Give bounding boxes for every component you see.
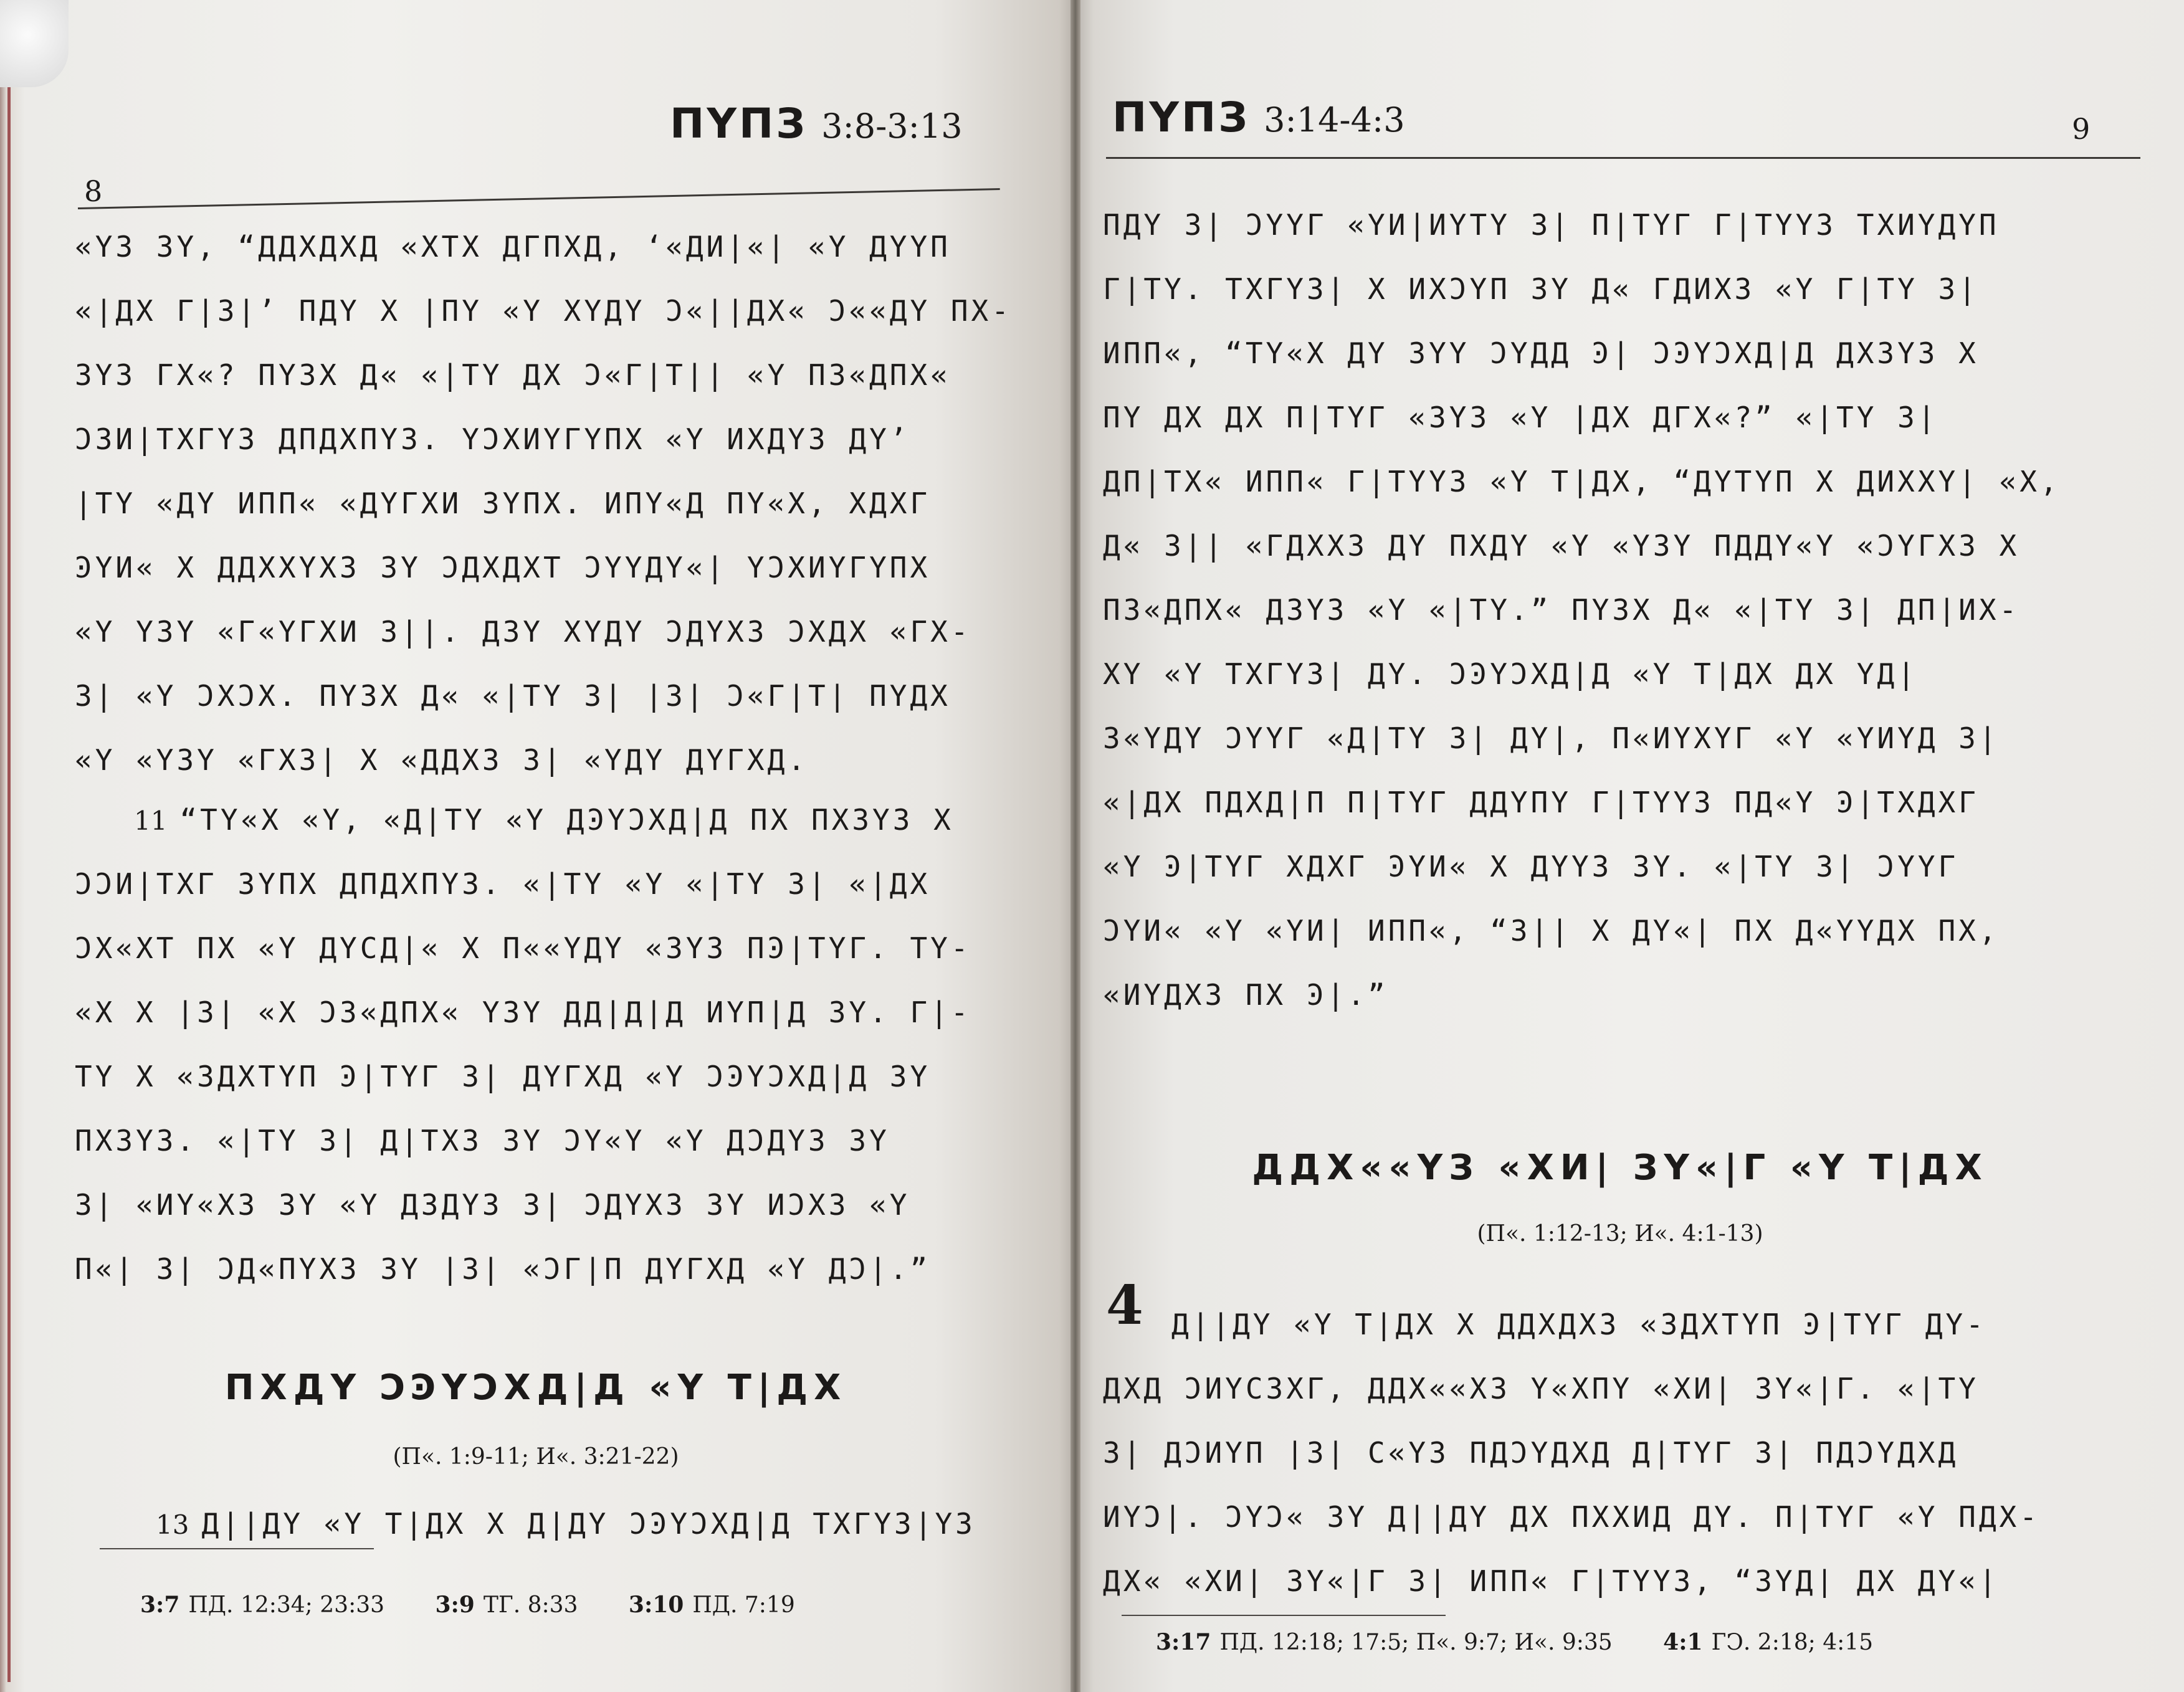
text-line: З| «Ү ϽХϽХ. ПҮЗХ Д« «|ТҮ З| |З| Ͻ«Г|Т| ПҮДХ [75, 679, 951, 713]
text-line: З| ДϽИҮП |З| С«ҮЗ ПДϽҮДХД Д|ТҮГ З| ПДϽҮДХД [1103, 1436, 1959, 1470]
right-chapter-4-first-line [1171, 1293, 1986, 1357]
text-line: ϿҮИ« Х ДДХХҮХЗ ЗҮ ϽДХДХТ ϽҮҮДҮ«| ҮϽХИҮГҮПХ [75, 551, 931, 584]
section-cross-reference: (П«. 1:12-13; И«. 4:1-13) [1477, 1221, 1763, 1247]
verse-number: 11 [134, 806, 168, 836]
text-line: «ҮЗ ЗҮ, “ДДХДХД «ХТХ ДГПХД, ‘«ДИ|«| «Ү ДҮҮП [75, 230, 951, 264]
footnote [629, 1592, 795, 1618]
text-line: ИПП«, “ТҮ«Х ДҮ ЗҮҮ ϽҮДД Ͽ| ϽϿҮϽХД|Д ДХЗҮЗ Х [1103, 336, 1979, 370]
page-red-edge [7, 87, 11, 1682]
text-line: ПҮ ДХ ДХ П|ТҮГ «ЗҮЗ «Ү |ДХ ДГХ«?” «|ТҮ З| [1103, 401, 1938, 434]
text-line: Д||ДҮ «Ү Т|ДХ Х ДДХДХЗ «ЗДХТҮП Ͽ|ТҮГ ДҮ- [1171, 1308, 1986, 1341]
footnote-ref: 4:1 [1663, 1629, 1703, 1655]
chapter-number: 4 [1106, 1274, 1143, 1337]
text-line: ϽҮИ« «Ү «ҮИ| ИПП«, “З|| Х ДҮ«| ПХ Д«ҮҮДХ ПХ, [1103, 914, 2000, 948]
right-chapter-4-block [1103, 1357, 2040, 1614]
footnote-ref: 3:10 [628, 1592, 684, 1618]
footnote [1663, 1630, 1873, 1655]
right-footnotes [1156, 1629, 1873, 1655]
text-line: ХҮ «Ү ТХГҮЗ| ДҮ. ϽϿҮϽХД|Д «Ү Т|ДХ ДХ ҮД| [1103, 657, 1918, 691]
text-line: ПЗ«ДПХ« ДЗҮЗ «Ү «|ТҮ.” ПҮЗХ Д« «|ТҮ З| ДП|ИХ- [1103, 593, 2020, 627]
footnote-text: ГϽ. 2:18; 4:15 [1711, 1630, 1874, 1655]
text-line: «ИҮДХЗ ПХ Ͽ|.” [1103, 978, 1388, 1012]
verse-number: 13 [156, 1509, 189, 1540]
footnote-text: ТГ. 8:33 [483, 1592, 578, 1618]
footnote-rule [100, 1548, 374, 1549]
text-line: ИҮϽ|. ϽҮϽ« ЗҮ Д||ДҮ ДХ ПХХИД ДҮ. П|ТҮГ «Ү ПДХ- [1103, 1500, 2040, 1534]
text-line: Г|ТҮ. ТХГҮЗ| Х ИХϽҮП ЗҮ Д« ГДИХЗ «Ү Г|ТҮ З| [1103, 272, 1979, 306]
text-line: Д« З|| «ГДХХЗ ДҮ ПХДҮ «Ү «ҮЗҮ ПДДҮ«Ү «ϽҮГХЗ Х [1103, 529, 2020, 563]
text-line: «Ү «ҮЗҮ «ГХЗ| Х «ДДХЗ З| «ҮДҮ ДҮГХД. [75, 743, 808, 777]
text-line: ДХД ϽИҮСЗХГ, ДДХ««ХЗ Ү«ХПҮ «ХИ| ЗҮ«|Г. «|ТҮ [1103, 1372, 1979, 1405]
glove-thumb [0, 0, 69, 87]
footnote [435, 1592, 578, 1618]
left-verse-13-block [75, 1492, 976, 1556]
left-page [0, 0, 1075, 1692]
text-line: ϽϽИ|ТХГ ЗҮПХ ДПДХПҮЗ. «|ТҮ «Ү «|ТҮ З| «|ДХ [75, 867, 931, 901]
text-line: |ТҮ «ДҮ ИПП« «ДҮГХИ ЗҮПХ. ИПҮ«Д ПҮ«Х, ХДХГ [75, 487, 931, 520]
right-page-number: 9 [2072, 112, 2091, 146]
left-running-header [670, 100, 963, 148]
left-running-head: ПҮПЗ [670, 100, 808, 148]
footnote-ref: 3:17 [1156, 1629, 1211, 1655]
footnote [140, 1592, 384, 1618]
section-heading: ДДХ««ҮЗ «ХИ| ЗҮ«|Г «Ү Т|ДХ [1252, 1148, 1988, 1188]
left-verse-block [75, 215, 1012, 792]
footnote-text: ПД. 12:18; 17:5; П«. 9:7; И«. 9:35 [1219, 1630, 1613, 1655]
text-line: «Ү ҮЗҮ «Г«ҮГХИ З||. ДЗҮ ХҮДҮ ϽДҮХЗ ϽХДХ «ГХ- [75, 615, 971, 649]
left-verse-11-block [75, 788, 971, 1301]
right-running-head: ПҮПЗ [1112, 93, 1251, 141]
text-line: «Ү Ͽ|ТҮГ ХДХГ ϿҮИ« Х ДҮҮЗ ЗҮ. «|ТҮ З| ϽҮҮГ [1103, 850, 1959, 883]
left-header-rule [78, 188, 1000, 209]
section-heading: ПХДҮ ϽϿҮϽХД|Д «Ү Т|ДХ [224, 1367, 847, 1408]
text-line: «Х Х |З| «Х ϽЗ«ДПХ« ҮЗҮ ДД|Д|Д ИҮП|Д ЗҮ. Г|- [75, 996, 971, 1029]
text-line: ДП|ТХ« ИПП« Г|ТҮҮЗ «Ү Т|ДХ, “ДҮТҮП Х ДИХХҮ| «Х, [1103, 465, 2061, 498]
footnote-ref: 3:7 [140, 1592, 180, 1618]
text-line: ДХ« «ХИ| ЗҮ«|Г З| ИПП« Г|ТҮҮЗ, “ЗҮД| ДХ ДҮ«| [1103, 1564, 2000, 1598]
text-line: “ТҮ«Х «Ү, «Д|ТҮ «Ү ДϿҮϽХД|Д ПХ ПХЗҮЗ Х [179, 803, 954, 837]
footnote-rule [1122, 1615, 1446, 1616]
text-line: Д||ДҮ «Ү Т|ДХ Х Д|ДҮ ϽϿҮϽХД|Д ТХГҮЗ|ҮЗ [201, 1507, 976, 1541]
left-page-number: 8 [84, 174, 103, 208]
text-line: «|ДХ Г|З|’ ПДҮ Х |ПҮ «Ү ХҮДҮ Ͻ«||ДХ« Ͻ««ДҮ ПХ- [75, 294, 1012, 328]
book-spine [1071, 0, 1080, 1692]
right-running-header [1112, 93, 1405, 141]
text-line: «|ДХ ПДХД|П П|ТҮГ ДДҮПҮ Г|ТҮҮЗ ПД«Ү Ͽ|ТХДХГ [1103, 786, 1979, 819]
right-verse-block [1103, 193, 2061, 1027]
text-line: П«| З| ϽД«ПҮХЗ ЗҮ |З| «ϽГ|П ДҮГХД «Ү ДϽ|.” [75, 1252, 931, 1286]
section-cross-reference: (П«. 1:9-11; И«. 3:21-22) [393, 1444, 679, 1470]
left-chapter-reference: 3:8-3:13 [821, 107, 963, 146]
footnote-text: ПД. 12:34; 23:33 [188, 1592, 385, 1618]
text-line: ЗҮЗ ГХ«? ПҮЗХ Д« «|ТҮ ДХ Ͻ«Г|Т|| «Ү ПЗ«ДПХ« [75, 358, 951, 392]
text-line: ПХЗҮЗ. «|ТҮ З| Д|ТХЗ ЗҮ ϽҮ«Ү «Ү ДϽДҮЗ ЗҮ [75, 1124, 890, 1157]
text-line: ПДҮ З| ϽҮҮГ «ҮИ|ИҮТҮ З| П|ТҮГ Г|ТҮҮЗ ТХИҮДҮП [1103, 208, 2000, 242]
text-line: ϽЗИ|ТХГҮЗ ДПДХПҮЗ. ҮϽХИҮГҮПХ «Ү ИХДҮЗ ДҮ’ [75, 422, 910, 456]
text-line: ТҮ Х «ЗДХТҮП Ͽ|ТҮГ З| ДҮГХД «Ү ϽϿҮϽХД|Д ЗҮ [75, 1060, 931, 1093]
footnote-text: ПД. 7:19 [692, 1592, 795, 1618]
left-footnotes [140, 1592, 795, 1618]
right-page [1075, 0, 2184, 1692]
right-chapter-reference: 3:14-4:3 [1264, 100, 1405, 140]
footnote-ref: 3:9 [435, 1592, 475, 1618]
text-line: З| «ИҮ«ХЗ ЗҮ «Ү ДЗДҮЗ З| ϽДҮХЗ ЗҮ ИϽХЗ «Ү [75, 1188, 910, 1222]
text-line: ϽХ«ХТ ПХ «Ү ДҮСД|« Х П««ҮДҮ «ЗҮЗ ПϿ|ТҮГ. ТҮ- [75, 931, 971, 965]
text-line: З«ҮДҮ ϽҮҮГ «Д|ТҮ З| ДҮ|, П«ИҮХҮГ «Ү «ҮИҮД З| [1103, 721, 2000, 755]
footnote [1156, 1630, 1613, 1655]
right-header-rule [1106, 157, 2140, 159]
